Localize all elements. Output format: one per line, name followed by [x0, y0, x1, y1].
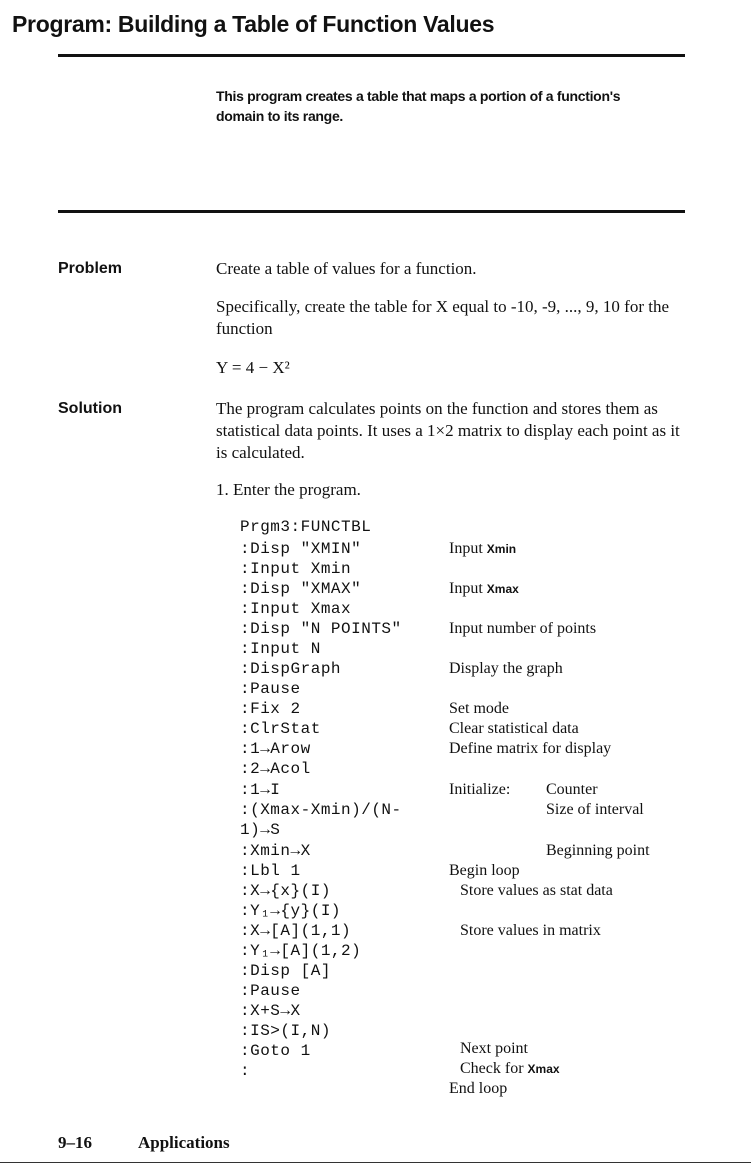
intro-text: This program creates a table that maps a portion of a function's domain to its range. [216, 88, 621, 124]
comment-store-stat-data: Store values as stat data [460, 882, 613, 899]
problem-paragraph-2: Specifically, create the table for X equal to -10, -9, ..., 9, 10 for the function [216, 297, 670, 338]
equation: Y = 4 − X² [216, 358, 290, 377]
comment-clear-stat: Clear statistical data [449, 720, 579, 737]
problem-heading: Problem [58, 260, 123, 277]
program-line: :Disp "XMIN" [240, 540, 362, 558]
comment-define-matrix: Define matrix for display [449, 740, 612, 757]
problem-paragraph-1: Create a table of values for a function. [216, 259, 477, 278]
program-line: :1→I [240, 781, 281, 799]
comment-display-graph: Display the graph [449, 660, 563, 677]
program-line: :IS>(I,N) [240, 1022, 331, 1040]
comment-beginning-point: Beginning point [546, 842, 650, 859]
program-line: :Disp [A] [240, 962, 331, 980]
solution-paragraph: The program calculates points on the function and stores them as statistical data points. It uses a 1×2 matrix to display each point as it is calculated. [216, 399, 680, 462]
program-line: :Pause [240, 982, 301, 1000]
program-line: Prgm3:FUNCTBL [240, 518, 372, 536]
page-number: 9–16 [58, 1133, 92, 1152]
page-title: Program: Building a Table of Function Values [12, 11, 495, 37]
comment-number-of-points: Input number of points [449, 620, 597, 637]
program-line: :Y₁→{y}(I) [240, 902, 342, 920]
step-1: 1. Enter the program. [216, 480, 361, 499]
program-line: 1)→S [240, 821, 281, 839]
program-line: :Input Xmax [240, 600, 352, 618]
program-line: : [240, 1062, 251, 1080]
comment-begin-loop: Begin loop [449, 862, 520, 879]
page-footer [58, 1133, 230, 1153]
comment-end-loop: End loop [449, 1080, 508, 1097]
comment-next-point: Next point [460, 1040, 528, 1057]
comment-store-matrix: Store values in matrix [460, 922, 601, 939]
program-line: :1→Arow [240, 740, 311, 758]
program-line: :Input Xmin [240, 560, 352, 578]
program-line: :DispGraph [240, 660, 342, 678]
comment-input-xmin: Input Xmin [449, 540, 517, 557]
program-line: :Lbl 1 [240, 862, 301, 880]
comment-size-of-interval: Size of interval [546, 801, 644, 818]
program-line: :X→{x}(I) [240, 882, 331, 900]
program-line: :Input N [240, 640, 321, 658]
solution-heading: Solution [58, 400, 122, 417]
program-line: :2→Acol [240, 760, 311, 778]
program-line: :Pause [240, 680, 301, 698]
program-line: :Disp "XMAX" [240, 580, 362, 598]
program-line: :Fix 2 [240, 700, 301, 718]
program-line: :Y₁→[A](1,2) [240, 942, 362, 960]
chapter-name: Applications [138, 1133, 230, 1152]
footer-rule [0, 1162, 751, 1163]
program-line: :X→[A](1,1) [240, 922, 352, 940]
program-line: :Xmin→X [240, 842, 311, 860]
comment-check-xmax: Check for Xmax [460, 1060, 560, 1077]
comment-counter: Counter [546, 781, 598, 798]
program-line: :Disp "N POINTS" [240, 620, 402, 638]
comment-input-xmax: Input Xmax [449, 580, 519, 597]
program-line: :(Xmax-Xmin)/(N- [240, 801, 402, 819]
comment-initialize: Initialize: [449, 781, 511, 798]
program-line: :ClrStat [240, 720, 321, 738]
comment-set-mode: Set mode [449, 700, 509, 717]
program-line: :Goto 1 [240, 1042, 311, 1060]
program-line: :X+S→X [240, 1002, 301, 1020]
